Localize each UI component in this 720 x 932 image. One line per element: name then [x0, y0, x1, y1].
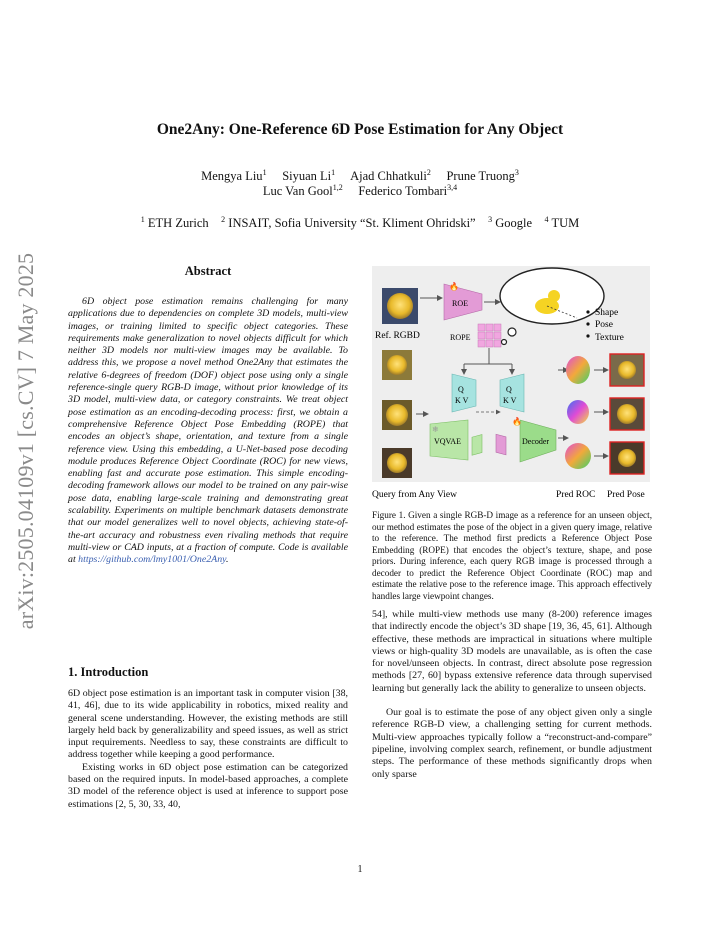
author-name: Siyuan Li — [282, 169, 332, 183]
unet-encoder-attn — [452, 374, 476, 412]
author-name: Luc Van Gool — [262, 184, 333, 198]
q-label-2: Q — [506, 385, 512, 394]
abstract-heading: Abstract — [184, 264, 232, 278]
affil-sup: 3 — [488, 214, 493, 224]
q-label-1: Q — [458, 385, 464, 394]
fire-icon: 🔥 — [449, 282, 459, 291]
affil-sup: 1 — [140, 214, 145, 224]
affil-sup: 2 — [221, 214, 226, 224]
abstract-text: 6D object pose estimation remains challenging for many applications due to dependencies on complete 3D models, multi-view images, or training limited to specific object categories. These requirements make generalization to novel objects difficult for which neither 3D models nor multi-view images may be available. To address this, we propose a novel method One2Any that estimates the relative 6-degrees of freedom (DOF) object pose using only a single reference-single query RGB-D image, without prior knowledge of its 3D model, multi-view data, or category constraints. We treat object pose estimation as an encoding-decoding process: first, we obtain a comprehensive Reference Object Pose Embedding (ROPE) that encodes an object’s shape, orientation, and texture from a single reference view. Using this embedding, a U-Net-based pose decoding module produces Reference Object Coordinate (ROC) for new views, enabling fast and accurate pose estimation. This simple encoding-decoding framework allows our model to be trained on any pair-wise pose data, enabling large-scale training and demonstrating great scalability. Experiments on multiple benchmark datasets demonstrate that our model generalizes well to novel objects, achieving state-of-the-art accuracy and robustness even rivaling methods that require multi-view or CAD inputs, at a fraction of compute. Code is available at — [68, 296, 348, 566]
author-name: Mengya Liu — [201, 169, 263, 183]
page-number: 1 — [357, 864, 363, 875]
author-sup: 3,4 — [447, 182, 458, 192]
query-label: Query from Any View — [372, 490, 458, 500]
author-name: Prune Truong — [446, 169, 515, 183]
affiliation: INSAIT, Sofia University “St. Kliment Ohridski” — [228, 216, 476, 230]
abstract-body — [68, 296, 348, 567]
pred-pose-label: Pred Pose — [607, 490, 645, 500]
bubble-texture: Texture — [595, 333, 624, 343]
unet-decoder-attn — [500, 374, 524, 412]
section-heading: 1. Introduction — [68, 665, 149, 679]
author-sup: 3 — [514, 167, 519, 177]
snowflake-icon: ❄ — [432, 425, 439, 434]
intro-paragraph: 6D object pose estimation is an important task in computer vision [38, 41, 46], due to its wide applicability in robotics, mixed reality and general scene understanding. However, the existing methods are still largely held back by generalizability and speed issues, as well as strict input requirements. Needless to say, these constraints are difficult to address together while keeping a good performance. — [68, 688, 348, 761]
vqvae-label: VQVAE — [434, 437, 461, 446]
abstract-end: . — [226, 554, 229, 566]
bubble-shape: Shape — [595, 308, 619, 318]
author-sup: 1,2 — [332, 182, 343, 192]
author-name: Federico Tombari — [358, 184, 448, 198]
intro-column-2 — [372, 609, 652, 781]
affil-sup: 4 — [544, 214, 549, 224]
arxiv-stamp-text: arXiv:2505.04109v1 [cs.CV] 7 May 2025 — [13, 252, 38, 630]
pred-roc-1 — [566, 356, 590, 384]
affiliations — [0, 216, 720, 231]
authors-line-1 — [0, 169, 720, 184]
rope-label: ROPE — [450, 333, 471, 342]
affiliation: Google — [495, 216, 533, 230]
roe-label: ROE — [452, 299, 468, 308]
pred-roc-label: Pred ROC — [556, 490, 596, 500]
kv-label-1: K V — [455, 396, 469, 405]
intro-paragraph: Existing works in 6D object pose estimation can be categorized based on the required inputs. In model-based approaches, a complete 3D model of the reference object is used at inference to support pose estimations [2, 5, 30, 33, 40, — [68, 761, 348, 810]
arxiv-stamp — [4, 248, 48, 632]
figure-diagram — [372, 266, 650, 500]
bubble-pose: Pose — [595, 320, 613, 330]
intro-paragraph: Our goal is to estimate the pose of any object given only a single reference RGB-D view, a challenging setting for current methods. Multi-view approaches typically follow a “reconstruct-and-compare” pipeline, involving complex search, refinement, or bundle adjustment steps. The performance of these methods significantly drops when only sparse — [372, 707, 652, 780]
authors-line-2 — [0, 184, 720, 199]
figure-1 — [372, 266, 650, 500]
author-sup: 2 — [426, 167, 431, 177]
fire-icon-2: 🔥 — [512, 417, 522, 426]
author-name: Ajad Chhatkuli — [350, 169, 427, 183]
intro-paragraph: 54], while multi-view methods use many (8-200) reference images that indirectly encode the object’s 3D shape [19, 36, 45, 61]. Although effective, these methods are impractical in situations where multiple views or high-quality 3D models are unavailable, as is often the case for novel/unseen objects. In contrast, direct absolute pose regression methods [27, 60] bypass extensive reference data through supervised learning but generally lack the ability to generalize to unseen objects. — [372, 609, 652, 694]
affiliation: ETH Zurich — [147, 216, 209, 230]
pred-roc-2 — [567, 400, 589, 424]
affiliation: TUM — [551, 216, 580, 230]
author-sup: 1 — [331, 167, 336, 177]
figure-caption: Figure 1. Given a single RGB-D image as a reference for an unseen object, our method estimates the pose of the object in a given query image, relative to the reference. The method first predicts a Reference Object Pose Embedding (ROPE) that encodes the object’s texture, shape, and pose priors. During inference, each query RGB image is processed through a decoder to predict the Reference Object Coordinate (ROC) map and estimate the relative pose to the reference image. This approach effectively handles large viewpoint changes. — [372, 510, 652, 601]
pred-roc-3 — [565, 443, 591, 469]
rope-grid — [478, 324, 501, 347]
kv-label-2: K V — [503, 396, 517, 405]
code-link[interactable]: https://github.com/lmy1001/One2Any — [78, 554, 226, 566]
intro-column-1 — [68, 688, 348, 811]
decoder-label: Decoder — [522, 437, 550, 446]
ref-label: Ref. RGBD — [375, 331, 420, 341]
author-sup: 1 — [262, 167, 267, 177]
paper-title: One2Any: One-Reference 6D Pose Estimation for Any Object — [156, 121, 564, 138]
